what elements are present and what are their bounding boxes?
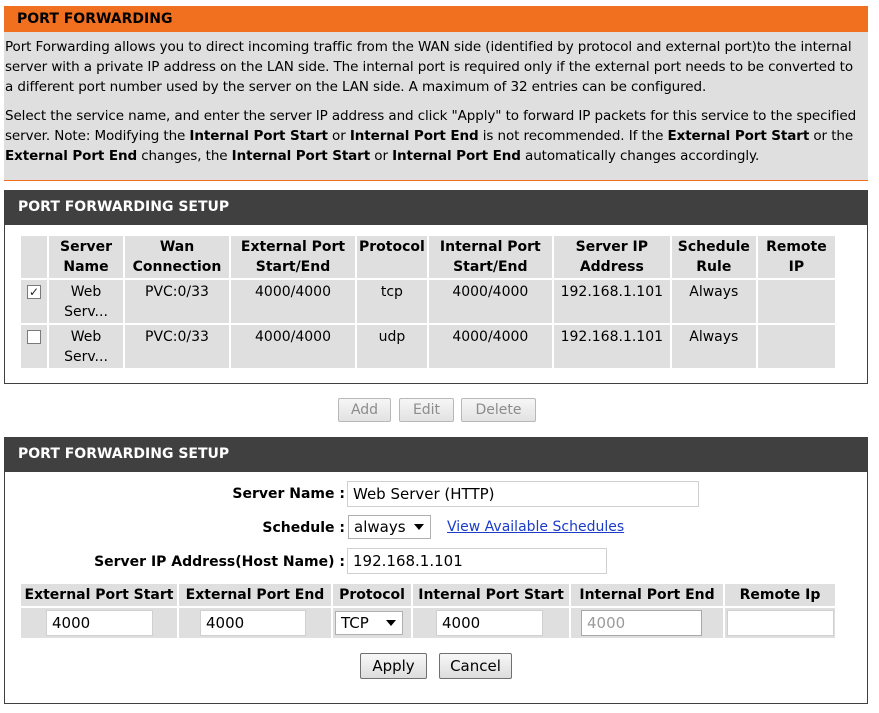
note-bold: External Port Start: [667, 128, 810, 144]
delete-button[interactable]: Delete: [461, 398, 536, 422]
remote-ip-cell: [758, 325, 835, 368]
port-cell: [21, 608, 177, 638]
protocol-cell: udp: [357, 325, 427, 368]
protocol-select[interactable]: [335, 611, 403, 635]
row-select-cell: [21, 325, 47, 368]
protocol-cell: tcp: [357, 280, 427, 323]
port-forwarding-list-section: [4, 190, 868, 384]
note-text: or the: [809, 128, 854, 144]
port-cell: [333, 608, 411, 638]
add-button[interactable]: Add: [338, 398, 391, 422]
server-name-cell: Web Serv...: [49, 325, 123, 368]
port-input-row: [21, 608, 835, 638]
port-cell: [179, 608, 331, 638]
note-bold: Internal Port Start: [231, 148, 371, 164]
column-header: Protocol: [357, 236, 427, 278]
server-name-cell: Web Serv...: [49, 280, 123, 323]
server-name-input[interactable]: Web Server (HTTP): [347, 481, 699, 507]
note-text: Select the service name, and enter the server IP address and click "Apply" to forward IP packets for this service to the specified server. Note: Modifying the: [5, 108, 857, 144]
port-cell: [571, 608, 723, 638]
row-checkbox[interactable]: [27, 330, 41, 344]
intro-panel: [4, 6, 868, 181]
select-column-header: [21, 236, 47, 278]
server-ip-cell: 192.168.1.101: [554, 325, 670, 368]
column-header: Remote IP: [758, 236, 835, 278]
server-ip-label: Server IP Address(Host Name) :: [94, 554, 345, 570]
column-header: External Port Start/End: [231, 236, 355, 278]
schedule-cell: Always: [672, 280, 756, 323]
table-row: [21, 280, 835, 323]
note-text: or: [327, 128, 350, 144]
wan-cell: PVC:0/33: [125, 280, 229, 323]
schedule-cell: Always: [672, 325, 756, 368]
apply-button[interactable]: Apply: [360, 653, 427, 679]
intro-description: Port Forwarding allows you to direct incoming traffic from the WAN side (identified by protocol and external port)to the internal server with a private IP address on the LAN side. The internal port is required only if the external port needs to be converted to a different port number used by the server on the LAN side. A maximum of 32 entries can be configured.: [5, 39, 853, 95]
port-header-row: [21, 584, 835, 606]
intro-note: [4, 106, 868, 166]
server-ip-input[interactable]: 192.168.1.101: [347, 548, 607, 574]
edit-button[interactable]: Edit: [399, 398, 454, 422]
external-port-start-input[interactable]: 4000: [46, 610, 153, 636]
column-header: Schedule Rule: [672, 236, 756, 278]
column-header: Internal Port Start/End: [429, 236, 552, 278]
column-header: Internal Port End: [571, 584, 723, 606]
column-header: Wan Connection: [125, 236, 229, 278]
server-name-label: Server Name :: [232, 486, 345, 502]
schedule-label: Schedule :: [262, 520, 345, 536]
port-settings-table: [19, 582, 837, 640]
note-text: or: [370, 148, 393, 164]
external-port-cell: 4000/4000: [231, 280, 355, 323]
remote-ip-input[interactable]: [727, 610, 834, 636]
internal-port-end-input[interactable]: 4000: [581, 610, 702, 636]
section-title: PORT FORWARDING SETUP: [5, 191, 867, 225]
table-header-row: [21, 236, 835, 278]
row-select-cell: [21, 280, 47, 323]
note-text: automatically changes accordingly.: [520, 148, 760, 164]
internal-port-cell: 4000/4000: [429, 280, 552, 323]
port-cell: [413, 608, 569, 638]
cancel-button[interactable]: Cancel: [439, 653, 512, 679]
column-header: Server Name: [49, 236, 123, 278]
note-bold: External Port End: [5, 148, 138, 164]
column-header: External Port End: [179, 584, 331, 606]
schedule-selected: always: [354, 518, 406, 536]
schedule-select[interactable]: [348, 515, 431, 539]
table-row: [21, 325, 835, 368]
port-cell: [725, 608, 835, 638]
note-bold: Internal Port End: [349, 128, 479, 144]
section-title: PORT FORWARDING SETUP: [5, 438, 867, 472]
view-schedules-link[interactable]: View Available Schedules: [447, 519, 625, 535]
page-title: PORT FORWARDING: [4, 6, 868, 32]
note-bold: Internal Port End: [392, 148, 521, 164]
remote-ip-cell: [758, 280, 835, 323]
protocol-selected: TCP: [341, 614, 369, 632]
external-port-end-input[interactable]: 4000: [200, 610, 306, 636]
column-header: Protocol: [333, 584, 411, 606]
wan-cell: PVC:0/33: [125, 325, 229, 368]
chevron-down-icon: [414, 524, 424, 530]
column-header: Server IP Address: [554, 236, 670, 278]
internal-port-cell: 4000/4000: [429, 325, 552, 368]
internal-port-start-input[interactable]: 4000: [436, 610, 543, 636]
port-forwarding-table: [19, 234, 837, 370]
note-text: changes, the: [137, 148, 232, 164]
note-text: is not recommended. If the: [478, 128, 668, 144]
chevron-down-icon: [386, 620, 396, 626]
column-header: Internal Port Start: [413, 584, 569, 606]
external-port-cell: 4000/4000: [231, 325, 355, 368]
server-ip-cell: 192.168.1.101: [554, 280, 670, 323]
column-header: External Port Start: [21, 584, 177, 606]
note-bold: Internal Port Start: [189, 128, 328, 144]
column-header: Remote Ip: [725, 584, 835, 606]
row-checkbox[interactable]: ✓: [28, 285, 40, 299]
port-forwarding-form-section: [4, 437, 868, 704]
